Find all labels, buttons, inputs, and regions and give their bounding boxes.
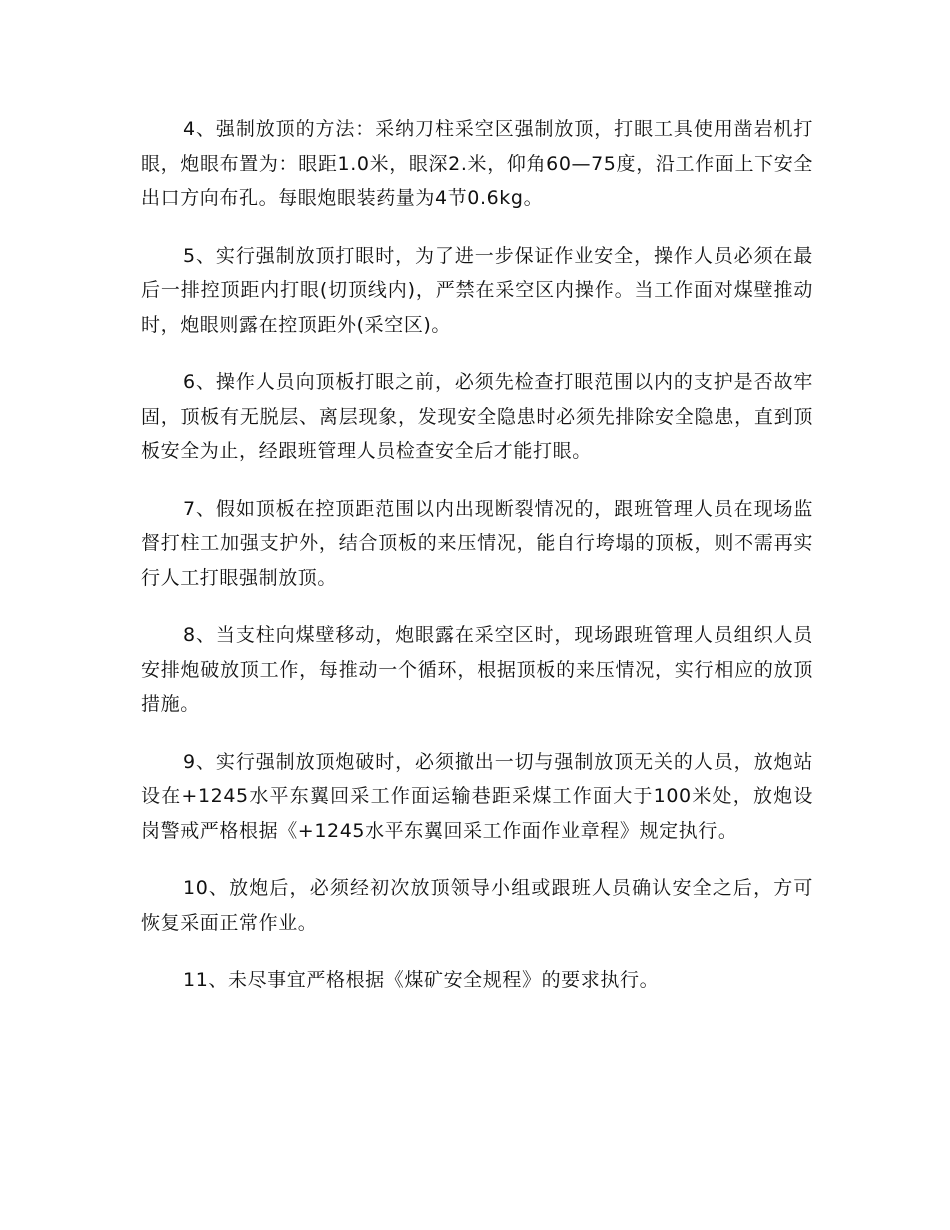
paragraph-item-4: 4、强制放顶的方法：采纳刀柱采空区强制放顶，打眼工具使用凿岩机打眼，炮眼布置为：眼距1.0米，眼深2.米，仰角60—75度，沿工作面上下安全出口方向布孔。每眼炮眼装药量为4节0.6kg。	[141, 118, 813, 209]
paragraph-item-6: 6、操作人员向顶板打眼之前，必须先检查打眼范围以内的支护是否故牢固，顶板有无脱层、离层现象，发现安全隐患时必须先排除安全隐患，直到顶板安全为止，经跟班管理人员检查安全后才能打眼。	[141, 371, 813, 462]
paragraph-item-10: 10、放炮后，必须经初次放顶领导小组或跟班人员确认安全之后，方可恢复采面正常作业。	[141, 877, 813, 934]
paragraph-item-11: 11、未尽事宜严格根据《煤矿安全规程》的要求执行。	[183, 969, 660, 991]
document-body	[141, 112, 813, 998]
paragraph-item-9: 9、实行强制放顶炮破时，必须撤出一切与强制放顶无关的人员，放炮站设在+1245水平东翼回采工作面运输巷距采煤工作面大于100米处，放炮设岗警戒严格根据《+1245水平东翼回采工作面作业章程》规定执行。	[141, 750, 813, 842]
paragraph-item-7: 7、假如顶板在控顶距范围以内出现断裂情况的，跟班管理人员在现场监督打柱工加强支护外，结合顶板的来压情况，能自行垮塌的顶板，则不需再实行人工打眼强制放顶。	[141, 497, 813, 589]
paragraph-item-5: 5、实行强制放顶打眼时，为了进一步保证作业安全，操作人员必须在最后一排控顶距内打眼(切顶线内)，严禁在采空区内操作。当工作面对煤壁推动时，炮眼则露在控顶距外(采空区)。	[141, 244, 813, 336]
paragraph-item-8: 8、当支柱向煤壁移动，炮眼露在采空区时，现场跟班管理人员组织人员安排炮破放顶工作，每推动一个循环，根据顶板的来压情况，实行相应的放顶措施。	[141, 624, 813, 715]
